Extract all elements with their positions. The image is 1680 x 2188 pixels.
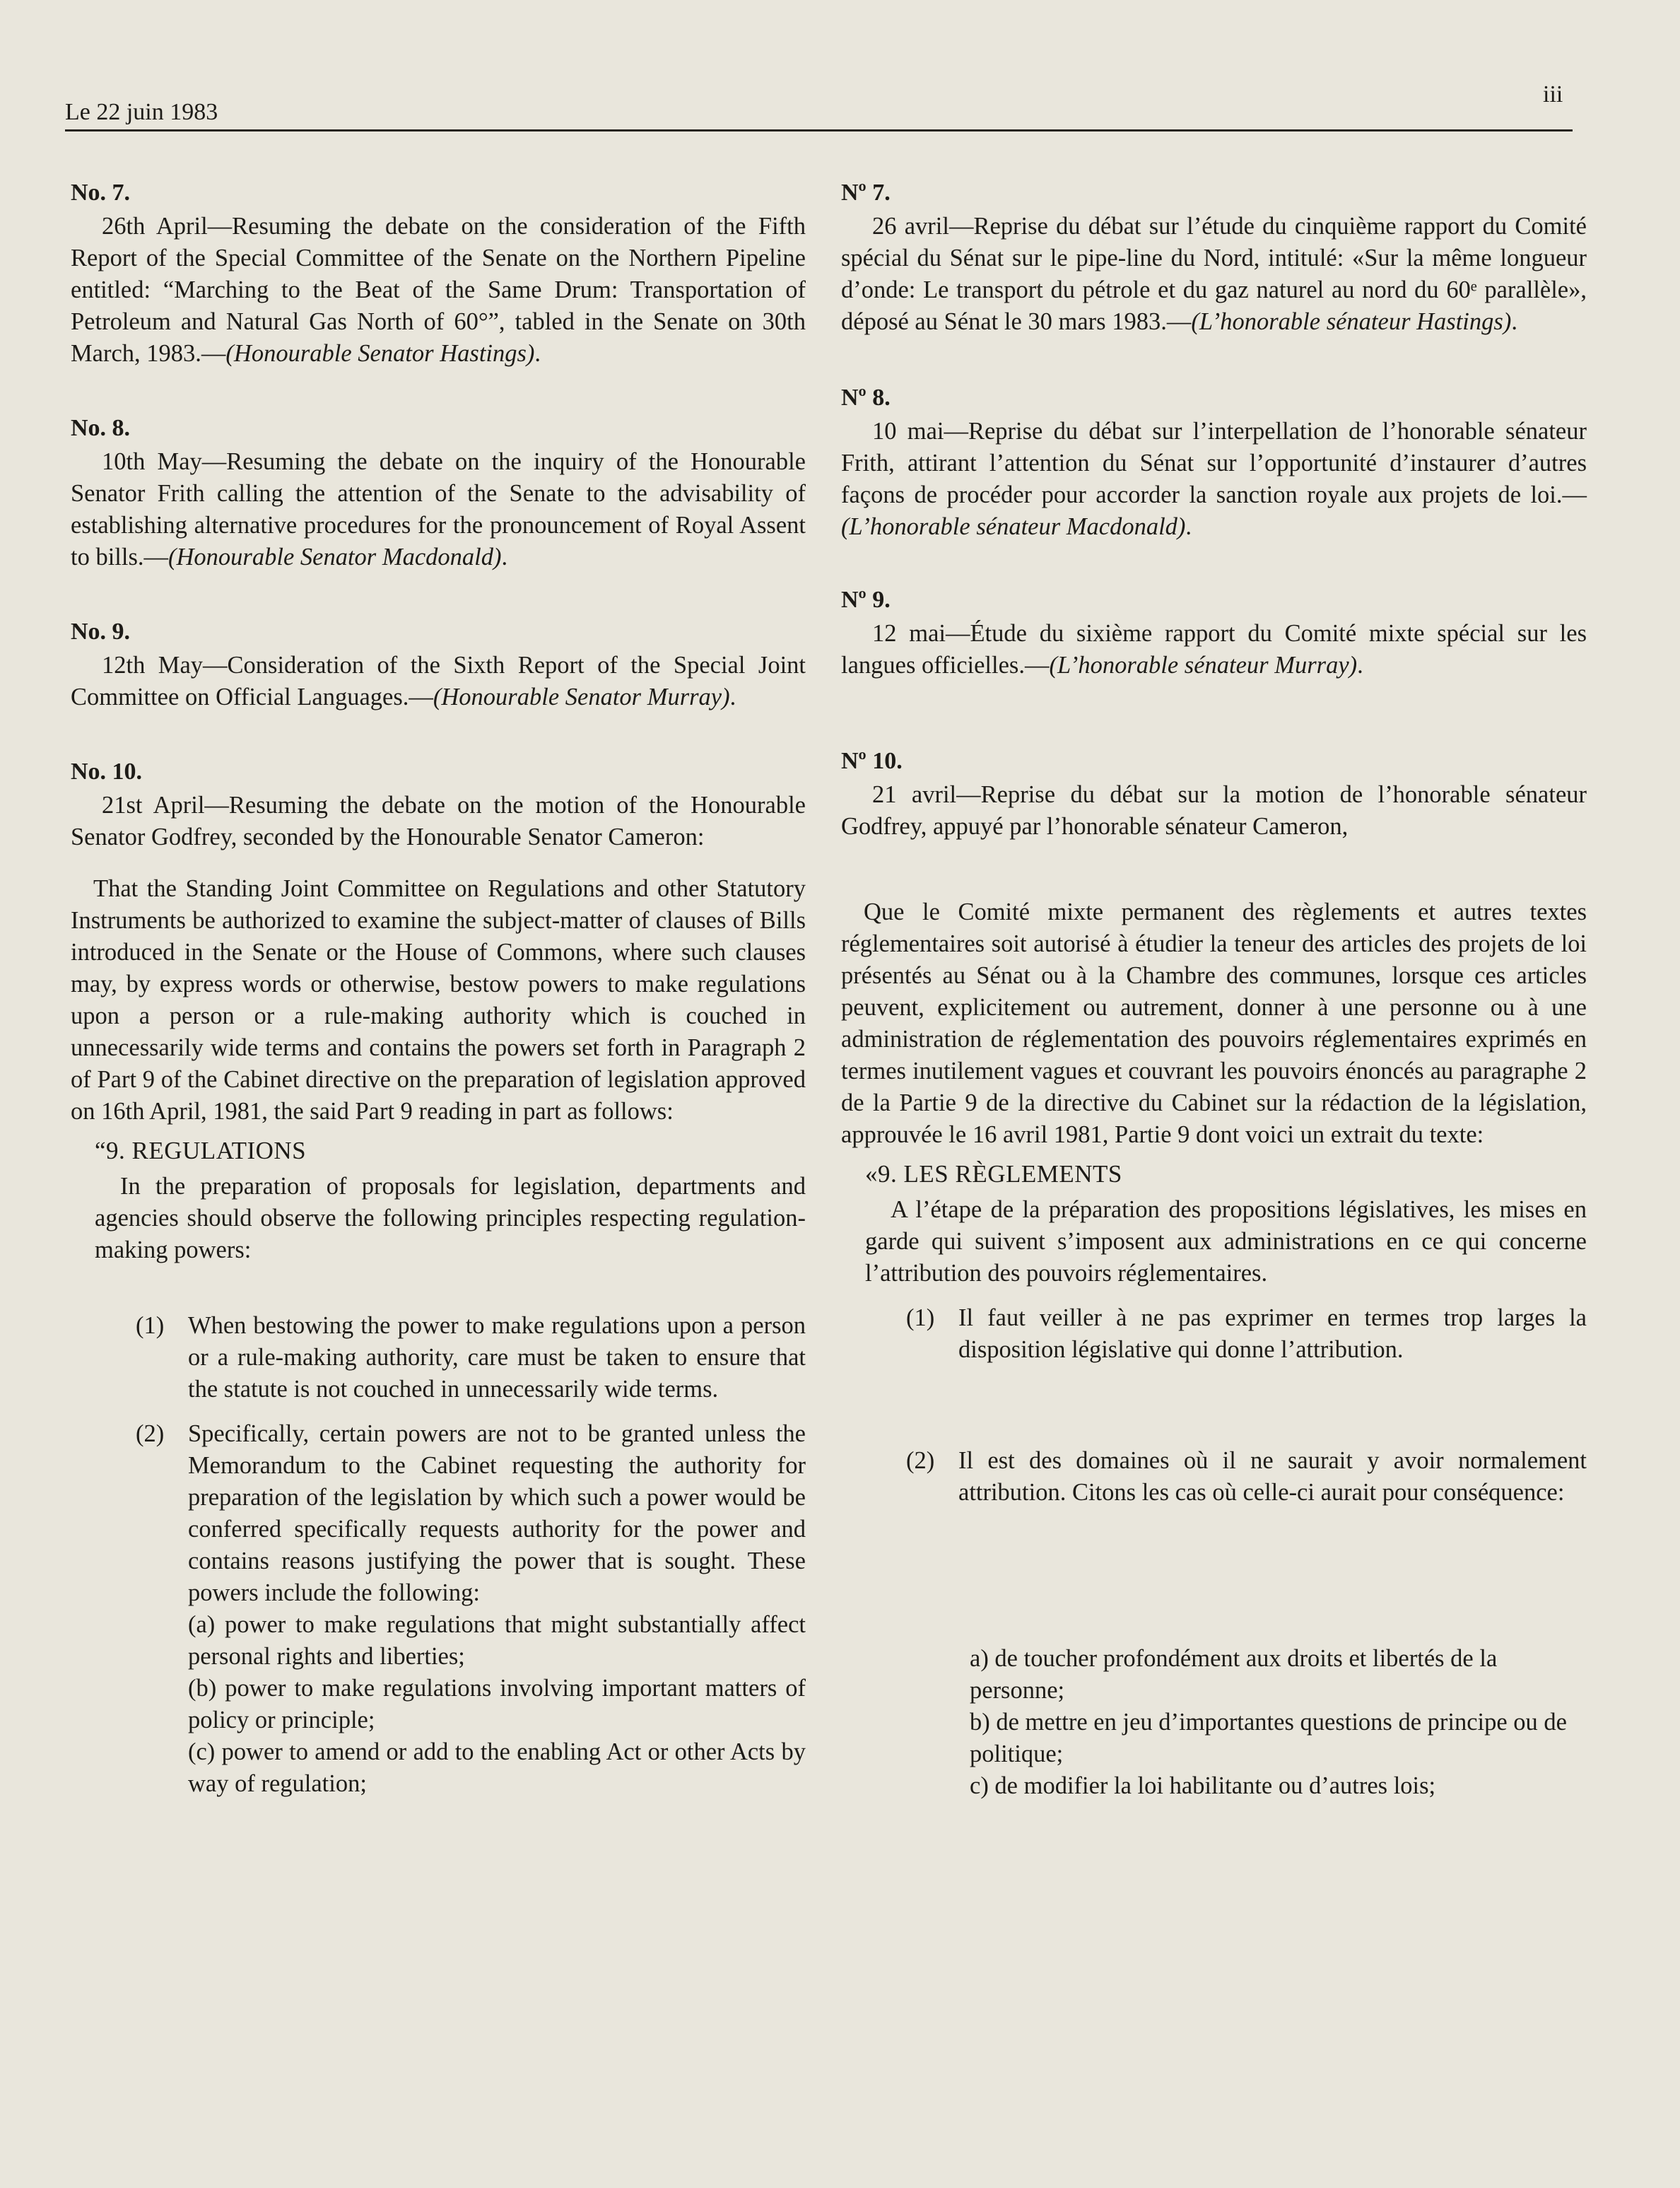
list-number: (1) — [906, 1304, 935, 1331]
subitem-c: c) de modifier la loi habilitante ou d’autres lois; — [970, 1772, 1436, 1799]
item-text: 26 avril—Reprise du débat sur l’étude du cinquième rapport du Comité spécial du Sénat sur le pipe-line du Nord, intitulé: «Sur la même longueur d’onde: Le transport du pétrole et du gaz naturel au nord du 60ᵉ parallèle», déposé au Sénat le 30 mars 1983.—(L’honorable sénateur Hastings). — [841, 213, 1587, 335]
subitem-a: (a) power to make regulations that might substantially affect personal rights and liberties; — [188, 1611, 806, 1670]
motion-text: That the Standing Joint Committee on Regulations and other Statutory Instruments be authorized to examine the subject-matter of clauses of Bills introduced in the Senate or the House of Commons, where such clauses may, by express words or otherwise, bestow powers to make regulations upon a person or a rule-making authority which is couched in unnecessarily wide terms and contains the powers set forth in Paragraph 2 of Part 9 of the Cabinet directive on the preparation of legislation approved on 16th April, 1981, the said Part 9 reading in part as follows: — [71, 875, 806, 1125]
list-text: When bestowing the power to make regulations upon a person or a rule-making authority, care must be taken to ensure that the statute is not couched in unnecessarily wide terms. — [188, 1312, 806, 1403]
item-heading: Nº 7. — [841, 180, 891, 206]
item-no7-fr — [841, 177, 1587, 338]
subitem-b: (b) power to make regulations involving important matters of policy or principle; — [188, 1675, 806, 1733]
sponsor: (Honourable Senator Murray) — [433, 684, 730, 710]
item-no8-fr — [841, 382, 1587, 543]
french-column — [841, 177, 1587, 1802]
english-column — [71, 177, 806, 1800]
regulations-intro: A l’étape de la préparation des propositions législatives, les mises en garde qui suivent s’imposent aux administrations en ce qui concerne l’attribution des pouvoirs réglementaires. — [865, 1196, 1587, 1287]
sponsor: (Honourable Senator Hastings) — [225, 340, 535, 367]
header-date: Le 22 juin 1983 — [65, 99, 218, 125]
page-number: iii — [1543, 81, 1563, 107]
regulation-item-1 — [906, 1302, 1587, 1366]
regulation-item-1 — [136, 1310, 806, 1405]
list-number: (2) — [136, 1420, 165, 1447]
header-rule — [65, 129, 1573, 131]
item-text: 26th April—Resuming the debate on the consideration of the Fifth Report of the Special Committee of the Senate on the Northern Pipeline entitled: “Marching to the Beat of the Same Drum: Transportation of Petroleum and Natural Gas North of 60°”, tabled in the Senate on 30th March, 1983.—(Honourable Senator Hastings). — [71, 213, 806, 367]
list-number: (2) — [906, 1447, 935, 1474]
motion-text: Que le Comité mixte permanent des règlements et autres textes réglementaires soit autorisé à étudier la teneur des articles des projets de loi présentés au Sénat ou à la Chambre des communes, lorsque ces articles peuvent, explicitement ou autrement, donner à une personne ou à une administration de réglementation des pouvoirs réglementaires exprimés en termes inutilement vagues et couvrant les pouvoirs énoncés au paragraphe 2 de la Partie 9 de la directive du Cabinet sur la rédaction de la législation, approuvée le 16 avril 1981, Partie 9 dont voici un extrait du texte: — [841, 899, 1587, 1148]
regulations-intro: In the preparation of proposals for legislation, departments and agencies should observe the following principles respecting regulation-making powers: — [95, 1173, 806, 1263]
french-subitems — [970, 1643, 1587, 1802]
subitem-a: a) de toucher profondément aux droits et libertés de la personne; — [970, 1645, 1498, 1704]
item-text: 10 mai—Reprise du débat sur l’interpellation de l’honorable sénateur Frith, attirant l’attention du Sénat sur l’opportunité d’instaurer d’autres façons de procéder pour accorder la sanction royale aux projets de loi.—(L’honorable sénateur Macdonald). — [841, 418, 1587, 540]
item-heading: No. 9. — [71, 619, 131, 645]
item-heading: No. 8. — [71, 415, 131, 441]
item-text: 21 avril—Reprise du débat sur la motion de l’honorable sénateur Godfrey, appuyé par l’honorable sénateur Cameron, — [841, 781, 1587, 840]
item-text: 21st April—Resuming the debate on the motion of the Honourable Senator Godfrey, seconded by the Honourable Senator Cameron: — [71, 792, 806, 850]
sponsor: (L’honorable sénateur Murray) — [1049, 652, 1358, 679]
item-no8-en — [71, 412, 806, 573]
list-text: Il faut veiller à ne pas exprimer en termes trop larges la disposition législative qui donne l’attribution. — [958, 1304, 1587, 1363]
list-text: Specifically, certain powers are not to be granted unless the Memorandum to the Cabinet requesting the authority for preparation of the legislation by which such a power would be conferred specifically requests authority for the power and contains reasons justifying the power that is sought. These powers include the following: — [188, 1420, 806, 1606]
regulations-heading: «9. LES RÈGLEMENTS — [865, 1160, 1122, 1188]
list-text: Il est des domaines où il ne saurait y avoir normalement attribution. Citons les cas où celle-ci aurait pour conséquence: — [958, 1447, 1587, 1506]
item-heading: Nº 10. — [841, 748, 903, 774]
sponsor: (L’honorable sénateur Macdonald) — [841, 513, 1186, 540]
item-heading: Nº 9. — [841, 587, 891, 613]
item-heading: No. 7. — [71, 180, 131, 206]
sponsor: (Honourable Senator Macdonald) — [168, 544, 502, 571]
item-heading: No. 10. — [71, 759, 143, 785]
item-no10-en — [71, 756, 806, 1800]
item-no9-en — [71, 616, 806, 713]
item-text: 12 mai—Étude du sixième rapport du Comité mixte spécial sur les langues officielles.—(L’honorable sénateur Murray). — [841, 620, 1587, 679]
item-text: 12th May—Consideration of the Sixth Report of the Special Joint Committee on Official Languages.—(Honourable Senator Murray). — [71, 652, 806, 710]
item-no7-en — [71, 177, 806, 370]
item-text: 10th May—Resuming the debate on the inquiry of the Honourable Senator Frith calling the attention of the Senate to the advisability of establishing alternative procedures for the pronouncement of Royal Assent to bills.—(Honourable Senator Macdonald). — [71, 448, 806, 571]
regulations-heading: “9. REGULATIONS — [95, 1137, 307, 1164]
subitem-b: b) de mettre en jeu d’importantes questions de principe ou de politique; — [970, 1709, 1567, 1767]
item-no9-fr — [841, 584, 1587, 681]
item-heading: Nº 8. — [841, 385, 891, 411]
subitem-c: (c) power to amend or add to the enabling Act or other Acts by way of regulation; — [188, 1738, 806, 1797]
item-no10-fr — [841, 745, 1587, 1802]
regulation-item-2 — [136, 1418, 806, 1800]
sponsor: (L’honorable sénateur Hastings) — [1191, 308, 1512, 335]
list-number: (1) — [136, 1312, 165, 1339]
regulation-item-2 — [906, 1445, 1587, 1509]
